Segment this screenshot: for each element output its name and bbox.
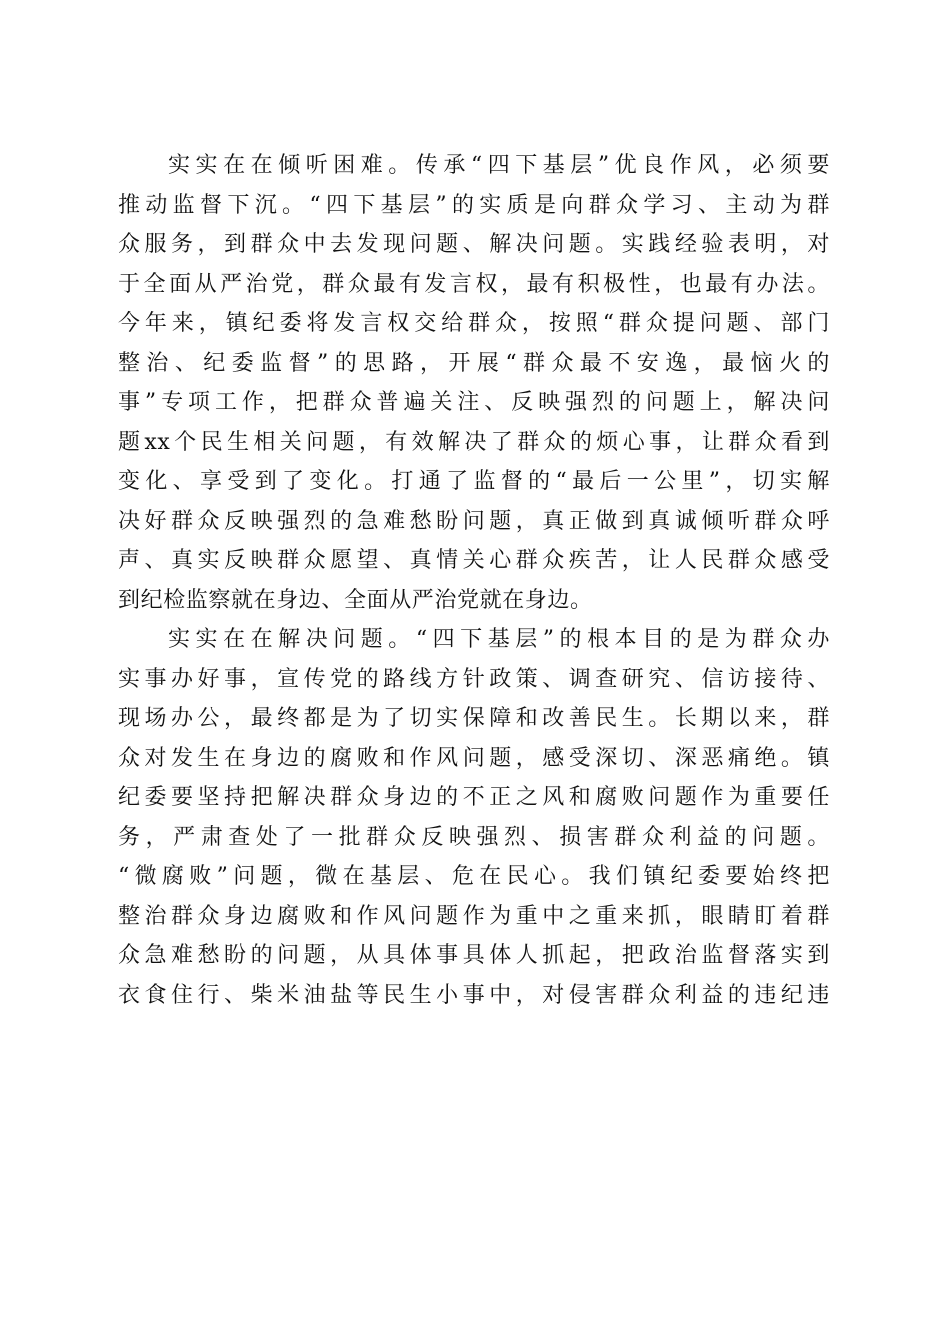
paragraph-2 — [118, 620, 830, 1015]
paragraph-line: 实实在在倾听困难。传承“四下基层”优良作风，必须要 — [168, 153, 830, 178]
document-body — [118, 146, 830, 1015]
paragraph-line: 变化、享受到了变化。打通了监督的“最后一公里”，切实解 — [118, 469, 830, 494]
paragraph-line: 决好群众反映强烈的急难愁盼问题，真正做到真诚倾听群众呼 — [118, 508, 830, 534]
paragraph-line: 整治群众身边腐败和作风问题作为重中之重来抓，眼睛盯着群 — [118, 903, 830, 929]
paragraph-line: 今年来，镇纪委将发言权交给群众，按照“群众提问题、部门 — [118, 311, 830, 336]
paragraph-line: 纪委要坚持把解决群众身边的不正之风和腐败问题作为重要任 — [118, 785, 830, 810]
paragraph-line: “微腐败”问题，微在基层、危在民心。我们镇纪委要始终把 — [118, 864, 830, 889]
paragraph-line: 整治、纪委监督”的思路，开展“群众最不安逸，最恼火的 — [118, 350, 830, 376]
paragraph-line: 现场办公，最终都是为了切实保障和改善民生。长期以来，群 — [118, 706, 830, 731]
paragraph-line: 衣食住行、柴米油盐等民生小事中，对侵害群众利益的违纪违 — [118, 982, 830, 1008]
paragraph-line: 于全面从严治党，群众最有发言权，最有积极性，也最有办法。 — [118, 271, 830, 297]
paragraph-line: 众急难愁盼的问题，从具体事具体人抓起，把政治监督落实到 — [118, 943, 830, 968]
paragraph-line: 众服务，到群众中去发现问题、解决问题。实践经验表明，对 — [118, 232, 830, 257]
paragraph-line: 务，严肃查处了一批群众反映强烈、损害群众利益的问题。 — [118, 824, 830, 850]
paragraph-line: 实事办好事，宣传党的路线方针政策、调查研究、信访接待、 — [118, 666, 830, 692]
paragraph-line: 声、真实反映群众愿望、真情关心群众疾苦，让人民群众感受 — [118, 548, 830, 573]
paragraph-line: 题xx个民生相关问题，有效解决了群众的烦心事，让群众看到 — [118, 429, 830, 455]
paragraph-line: 推动监督下沉。“四下基层”的实质是向群众学习、主动为群 — [118, 192, 830, 218]
paragraph-1 — [118, 146, 830, 620]
paragraph-line: 众对发生在身边的腐败和作风问题，感受深切、深恶痛绝。镇 — [118, 745, 830, 771]
paragraph-line: 实实在在解决问题。“四下基层”的根本目的是为群众办 — [168, 627, 830, 652]
paragraph-line: 到纪检监察就在身边、全面从严治党就在身边。 — [118, 587, 593, 613]
paragraph-line: 事”专项工作，把群众普遍关注、反映强烈的问题上，解决问 — [118, 390, 830, 415]
